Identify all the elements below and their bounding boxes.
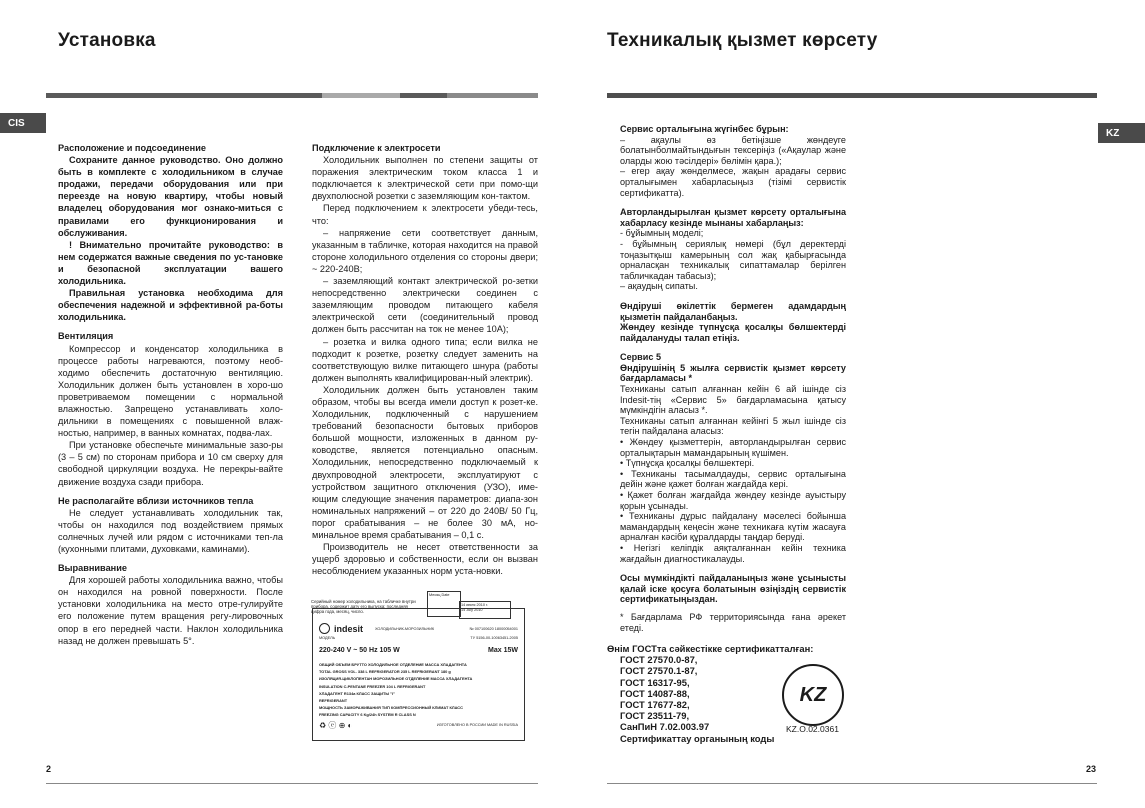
cert-logo-text: KZ [799, 683, 827, 706]
paragraph: Вентиляция [58, 331, 114, 342]
brand-logo-icon [319, 623, 330, 634]
gost-item: СанПиН 7.02.003.97 [620, 721, 710, 733]
paragraph: Жөндеу кезінде түпнұсқа қосалқы бөлшектерді пайдалануды талап етіңіз. [620, 322, 846, 343]
right-column [620, 124, 846, 605]
page-number-right: 23 [1086, 764, 1097, 774]
gost-item: ГОСТ 17677-82, [620, 699, 690, 711]
page-number-left: 2 [46, 764, 52, 774]
header-rule-right [607, 93, 1097, 98]
footer-rule-left [46, 783, 538, 784]
plate-model-label: ХОЛОДИЛЬНИК-МОРОЗИЛЬНИК [375, 626, 435, 631]
brand-name: indesit [334, 623, 364, 634]
paragraph: Подключение к электросети [312, 143, 441, 153]
date-box [427, 591, 461, 617]
date-value-box [459, 601, 511, 619]
cert-code: KZ.O.02.0361 [786, 724, 839, 734]
plate-spec-line: ХЛАДАГЕНТ R134a КЛАСС ЗАЩИТЫ "I" [319, 690, 396, 696]
date-value-en: 14 July 2010 [461, 608, 483, 612]
plate-tu: ТУ 5156-00-10063451-2005 [470, 636, 518, 640]
paragraph: – заземляющий контакт электрической ро-зетки непосредственно электрически соединен с заземляющим проводом питающего кабеля электрической сети (соединительный провод должен быть рассчитан на ток не менее 10А); [312, 276, 538, 335]
plate-footer: ИЗГОТОВЛЕНО В РОССИИ MADE IN RUSSIA [436, 723, 518, 727]
paragraph: Сервис 5 [620, 352, 662, 363]
paragraph: Производитель не несет ответственности за ущерб здоровью и собственности, если он вызван несоблюдением указанных норм уста-новки. [312, 542, 538, 577]
plate-model-row [319, 636, 518, 642]
paragraph: Расположение и подсоединение [58, 143, 206, 153]
header-rule-accent [447, 93, 538, 98]
rating-plate-illustration [311, 593, 525, 741]
paragraph: – розетка и вилка одного типа; если вилка не подходит к розетке, розетку следует заменить на соответствующую вилке питающего шнура (работы должен выполнять квалифицирован-ный электрик). [312, 336, 538, 383]
paragraph: Перед подключением к электросети убеди-тесь, что: [312, 203, 538, 226]
plate-spec-line: REFRIGERANT [319, 698, 348, 704]
gost-item: ГОСТ 27570.0-87, [620, 654, 698, 666]
paragraph: Холодильник должен быть установлен таким образом, чтобы вы всегда имели доступ к розет-ке. Холодильник, подключенный с нарушением требований безопасности бытовых приборов большой мощности, изложенных в данном ру-ководстве, является потенциально опасным. Холодильник, непосредственно подключаемый к двухпроводной электросети, эксплуатируют с устройством защитного отключения (УЗО), име-ющим следующие значения параметров: диапа-зон номинальных напряжений – от 220 до 240В/ 50 Гц, порог срабатывания – не более 30 мА, но-минальное время срабатывания – 0,1 с. [312, 384, 538, 540]
paragraph: – ақаудың сипаты. [620, 281, 698, 292]
paragraph: Компрессор и конденсатор холодильника в процессе работы нагреваются, поэтому необ-ходимо обеспечить достаточную вентиляцию. Холодильник должен быть установлен в хоро-шо проветриваемом помещении с нормальной влажностью. Запрещено устанавливать холо-дильники в помещениях с повышенной влаж-ностью, например, в ванных комнатах, подва-лах. [58, 343, 283, 439]
paragraph: - бұйымның моделі; [620, 228, 704, 239]
paragraph: – ақаулы өз бетіңізше жөндеуге болатынболмайтындығын тексеріңіз («Ақаулар және оларды жою тәсілдері» бөлімін қара.); [620, 134, 846, 166]
paragraph: Техниканы сатып алғаннан кейін 6 ай ішінде сіз Indesit-тің «Сервис 5» бағдарламасына қатысу мүмкіндігін аласыз *. [620, 384, 846, 416]
plate-spec-line: FREEZING CAPACITY 6 Kg/24h SYSTEM R CLASS N [319, 712, 416, 718]
plate-spec-line: ОБЩИЙ ОБЪЕМ БРУТТО ХОЛОДИЛЬНОЕ ОТДЕЛЕНИЕ МАССА ХЛАДАГЕНТА [319, 662, 467, 667]
paragraph: - бұйымның сериялық нөмері (бұл деректерді тоңазытқыш камерының сол жақ қабырғасында орналасқан техникалық сипаттамалар берілген табличкадан табасыз); [620, 238, 846, 281]
page-title-right: Техникалық қызмет көрсету [607, 30, 878, 51]
page-title-left: Установка [58, 30, 156, 51]
plate-spec-line: INSULATION C-PENTANE FREEZER 104 L REFRIGERANT [319, 683, 426, 689]
paragraph: Не располагайте вблизи источников тепла [58, 495, 254, 506]
paragraph: – егер ақау жөнделмесе, жақын арадағы сервис орталығымен хабарласыңыз (тізімі сервистік сертификатта). [620, 166, 846, 198]
paragraph: Для хорошей работы холодильника важно, чтобы он находился на ровной поверхности. После установки холодильника на место отре-гулируйте его положение путем вращения регу-лировочных опор в его передней части. Наклон холодильника назад не должен превышать 5°. [58, 575, 283, 646]
left-column-1 [58, 135, 283, 647]
plate-spec-line: ИЗОЛЯЦИЯ-ЦИКЛОПЕНТАН МОРОЗИЛЬНОЕ ОТДЕЛЕНИЕ МАССА ХЛАДАГЕНТА [319, 676, 473, 682]
paragraph: ! Внимательно прочитайте руководство: в нем содержатся важные сведения по ус-тановке и безопасной эксплуатации вашего холодильника. [58, 239, 283, 287]
paragraph: При установке обеспечьте минимальные зазо-ры (3 – 5 см) по сторонам прибора и 10 см сверху для свободной циркуляции воздуха. Не перекры-вайте движение воздуха сзади прибора. [58, 440, 283, 487]
language-tag-kz: KZ [1098, 123, 1145, 143]
gost-item: ГОСТ 27570.1-87, [620, 665, 698, 677]
paragraph: Өндірушінің 5 жылға сервистік қызмет көрсету бағдарламасы * [620, 362, 846, 384]
gost-item: ГОСТ 23511-79, [620, 710, 690, 722]
paragraph: Не следует устанавливать холодильник так, чтобы он находился под воздействием прямых солнечных лучей или рядом с источниками теп-ла (кухонными плитами, духовками, каминами). [58, 507, 283, 554]
paragraph: Осы мүмкіндікті пайдаланыңыз және ұсынысты қалай іске қосуға болатынын өзіңіздің сервистік сертификатыңыздан. [620, 573, 846, 605]
date-label: Месяц Date [429, 593, 450, 597]
paragraph: • Техниканы дұрыс пайдалану мәселесі бойынша мамандардың кеңесін және техникаға күтім жасауға арналған кәсіби құралдарды таңдар беруді. [620, 511, 846, 543]
plate-note: Серийный номер холодильника, на табличке внутри прибора, содержит дату его выпуска: последняя цифра года, месяц, число. [311, 599, 416, 614]
language-tag-cis: CIS [0, 113, 46, 133]
paragraph: • Жөндеу қызметтерін, авторландырылған сервис орталықтарын мамандарының күшімен. [620, 437, 846, 458]
left-column-2 [312, 135, 538, 577]
plate-brand-row [319, 623, 518, 634]
paragraph: Холодильник выполнен по степени защиты от поражения электрическим током класса 1 и подключается к электрической сети при помо-щи двухполюсной розетки с заземляющим кон-тактом. [312, 155, 538, 202]
cert-body: Сертификаттау органының коды [620, 732, 775, 744]
paragraph: Өндіруші өкілеттік бермеген адамдардың қызметін пайдаланбаңыз. [620, 300, 846, 322]
plate-power: 220-240 V ~ 50 Hz 105 W [319, 647, 400, 654]
paragraph: • Түпнұсқа қосалқы бөлшектері. [620, 458, 755, 469]
paragraph: Правильная установка необходима для обеспечения надежной и эффективной ра-боты холодильника. [58, 288, 283, 323]
gost-item: ГОСТ 14087-88, [620, 687, 690, 699]
plate-spec-line: МОЩНОСТЬ ЗАМОРАЖИВАНИЯ ТИП КОМПРЕССИОННЫЙ КЛИМАТ КЛАСС [319, 705, 463, 711]
cert-title: Өнім ГОСТта сәйкестікке сертификатталған: [607, 643, 814, 654]
header-rule-accent [322, 93, 400, 98]
paragraph: Сервис орталығына жүгінбес бұрын: [620, 124, 789, 134]
plate-spec-line: TOTAL GROSS VOL. 338 L REFRIGERATOR 235 L REFRIGERANT 180 g [319, 669, 451, 675]
plate-serial: № 007100620 18000054001 [469, 626, 518, 631]
footnote: * Бағдарлама РФ территориясында ғана әрекет етеді. [620, 612, 846, 633]
footer-rule-right [607, 783, 1097, 784]
plate-power-row [319, 647, 518, 655]
paragraph: Авторландырылған қызмет көрсету орталығына хабарласу кезінде мынаны хабарлаңыз: [620, 207, 846, 228]
date-value: 14 июля 2010 г. [461, 603, 488, 607]
plate-symbols-icon: ♻ ⓔ ⊕ ◐ [319, 721, 353, 730]
paragraph: • Негізгі келіпдік аяқталғаннан кейін техника жағдайын диагностикалауды. [620, 542, 846, 564]
gost-item: ГОСТ 16317-95, [620, 676, 690, 688]
plate-model-caption: МОДЕЛЬ [319, 636, 336, 640]
plate-specs [319, 661, 518, 719]
certification-seal-icon [782, 664, 844, 726]
plate-max-lamp: Max 15W [488, 647, 518, 654]
paragraph: – напряжение сети соответствует данным, указанным в табличке, которая находится на правой стороне холодильного отделения со стороны двери; ~ 220-240В; [312, 227, 538, 274]
paragraph: • Қажет болған жағдайда жөндеу кезінде ауыстыру қорын ұсынады. [620, 490, 846, 511]
paragraph: • Техниканы тасымалдауды, сервис орталығына дейін және қажет болған жағдайда кері. [620, 468, 846, 490]
plate-footer-row [319, 723, 518, 729]
paragraph: Сохраните данное руководство. Оно должно быть в комплекте с холодильником в случае продажи, передачи оборудования или при переезде на новую квартиру, чтобы новый владелец оборудования мог ознако-миться с правилами его функционирования и обслуживания. [58, 155, 283, 238]
paragraph: Техниканы сатып алғаннан кейінгі 5 жыл ішінде сіз тегін пайдалана аласыз: [620, 415, 846, 437]
paragraph: Выравнивание [58, 563, 127, 574]
